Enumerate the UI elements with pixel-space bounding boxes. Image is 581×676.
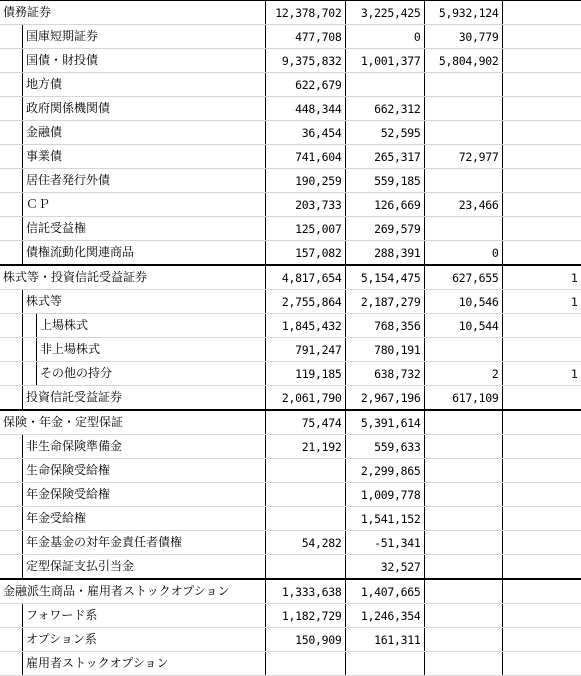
row-label: 株式等・投資信託受益証券 [3, 270, 148, 284]
value-cell-c[interactable]: 5,932,124 [424, 1, 502, 25]
value-cell-c[interactable] [424, 121, 502, 145]
table-row [0, 652, 581, 676]
row-label-cell[interactable] [0, 265, 265, 290]
table-row [0, 459, 581, 483]
value-cell-c[interactable]: 617,109 [424, 386, 502, 411]
row-label: フォワード系 [22, 604, 265, 627]
row-label: 上場株式 [36, 314, 265, 337]
value-cell-a[interactable]: 448,344 [265, 97, 345, 121]
table-row [0, 410, 581, 435]
row-label-cell[interactable] [0, 314, 265, 338]
value-cell-b[interactable]: 5,391,614 [345, 410, 424, 435]
row-label-cell[interactable] [0, 338, 265, 362]
value-cell-a[interactable] [265, 459, 345, 483]
value-cell-c[interactable]: 30,779 [424, 25, 502, 49]
row-label: 年金基金の対年金責任者債権 [22, 531, 265, 554]
value-cell-b[interactable]: 780,191 [345, 338, 424, 362]
row-label-cell[interactable] [0, 49, 265, 73]
value-cell-c[interactable] [424, 338, 502, 362]
value-cell-a[interactable]: 741,604 [265, 145, 345, 169]
value-cell-c[interactable] [424, 97, 502, 121]
table-row [0, 265, 581, 290]
value-cell-c[interactable] [424, 579, 502, 604]
row-label: 居住者発行外債 [22, 169, 265, 192]
row-label-cell[interactable] [0, 652, 265, 676]
value-cell-b[interactable]: 126,669 [345, 193, 424, 217]
value-cell-b[interactable]: 52,595 [345, 121, 424, 145]
value-cell-d[interactable] [502, 628, 581, 652]
value-cell-c[interactable]: 23,466 [424, 193, 502, 217]
value-cell-c[interactable]: 0 [424, 241, 502, 266]
value-cell-a[interactable]: 157,082 [265, 241, 345, 266]
value-cell-c[interactable]: 5,804,902 [424, 49, 502, 73]
row-label: オプション系 [22, 628, 265, 651]
row-label-cell[interactable] [0, 435, 265, 459]
table-row [0, 169, 581, 193]
table-row [0, 193, 581, 217]
value-cell-d[interactable]: 1 [502, 290, 581, 314]
value-cell-a[interactable]: 2,755,864 [265, 290, 345, 314]
value-cell-b[interactable]: 2,299,865 [345, 459, 424, 483]
value-cell-a[interactable]: 1,333,638 [265, 579, 345, 604]
value-cell-c[interactable] [424, 555, 502, 580]
value-cell-d[interactable] [502, 1, 581, 25]
row-label-cell[interactable] [0, 604, 265, 628]
value-cell-b[interactable]: 265,317 [345, 145, 424, 169]
value-cell-b[interactable]: 638,732 [345, 362, 424, 386]
table-row [0, 483, 581, 507]
value-cell-a[interactable]: 150,909 [265, 628, 345, 652]
value-cell-a[interactable] [265, 483, 345, 507]
value-cell-d[interactable] [502, 483, 581, 507]
table-row [0, 628, 581, 652]
table-row [0, 362, 581, 386]
table-row [0, 121, 581, 145]
value-cell-d[interactable] [502, 73, 581, 97]
value-cell-b[interactable]: 288,391 [345, 241, 424, 266]
value-cell-c[interactable] [424, 169, 502, 193]
row-label: 事業債 [22, 145, 265, 168]
table-row [0, 241, 581, 266]
value-cell-d[interactable] [502, 25, 581, 49]
value-cell-d[interactable] [502, 49, 581, 73]
table-row [0, 73, 581, 97]
row-label: 投資信託受益証券 [22, 386, 265, 409]
value-cell-d[interactable] [502, 410, 581, 435]
table-row [0, 1, 581, 25]
table-row [0, 314, 581, 338]
row-label: 非上場株式 [36, 338, 265, 361]
value-cell-a[interactable]: 36,454 [265, 121, 345, 145]
row-label-cell[interactable] [0, 1, 265, 25]
value-cell-d[interactable] [502, 435, 581, 459]
value-cell-b[interactable]: 1,009,778 [345, 483, 424, 507]
row-label-cell[interactable] [0, 555, 265, 580]
value-cell-b[interactable]: 559,633 [345, 435, 424, 459]
value-cell-b[interactable]: 559,185 [345, 169, 424, 193]
row-label-cell[interactable] [0, 507, 265, 531]
row-label-cell[interactable] [0, 25, 265, 49]
value-cell-b[interactable]: 0 [345, 25, 424, 49]
table-row [0, 145, 581, 169]
row-label: 株式等 [22, 290, 265, 313]
row-label-cell[interactable] [0, 97, 265, 121]
table-row [0, 555, 581, 580]
value-cell-a[interactable]: 203,733 [265, 193, 345, 217]
row-label-cell[interactable] [0, 217, 265, 241]
value-cell-b[interactable]: 1,246,354 [345, 604, 424, 628]
value-cell-b[interactable]: -51,341 [345, 531, 424, 555]
value-cell-b[interactable]: 2,187,279 [345, 290, 424, 314]
row-label: 地方債 [22, 73, 265, 96]
value-cell-c[interactable] [424, 507, 502, 531]
value-cell-a[interactable]: 75,474 [265, 410, 345, 435]
value-cell-b[interactable]: 1,001,377 [345, 49, 424, 73]
value-cell-d[interactable] [502, 652, 581, 676]
row-label: 保険・年金・定型保証 [3, 415, 124, 429]
row-label: 雇用者ストックオプション [22, 652, 265, 675]
value-cell-a[interactable] [265, 507, 345, 531]
value-cell-b[interactable]: 161,311 [345, 628, 424, 652]
value-cell-a[interactable]: 1,845,432 [265, 314, 345, 338]
row-label: 政府関係機関債 [22, 97, 265, 120]
value-cell-a[interactable]: 622,679 [265, 73, 345, 97]
value-cell-a[interactable] [265, 652, 345, 676]
value-cell-c[interactable]: 10,544 [424, 314, 502, 338]
row-label-cell[interactable] [0, 628, 265, 652]
value-cell-a[interactable]: 4,817,654 [265, 265, 345, 290]
value-cell-c[interactable]: 2 [424, 362, 502, 386]
row-label-cell[interactable] [0, 410, 265, 435]
row-label: 国庫短期証券 [22, 25, 265, 48]
table-row [0, 604, 581, 628]
value-cell-a[interactable]: 1,182,729 [265, 604, 345, 628]
table-row [0, 435, 581, 459]
row-label: 国債・財投債 [22, 49, 265, 72]
row-label-cell[interactable] [0, 362, 265, 386]
value-cell-a[interactable]: 21,192 [265, 435, 345, 459]
value-cell-a[interactable]: 477,708 [265, 25, 345, 49]
table-row [0, 579, 581, 604]
value-cell-b[interactable]: 5,154,475 [345, 265, 424, 290]
row-label-cell[interactable] [0, 121, 265, 145]
value-cell-b[interactable] [345, 73, 424, 97]
value-cell-b[interactable] [345, 652, 424, 676]
value-cell-d[interactable] [502, 314, 581, 338]
row-label-cell[interactable] [0, 386, 265, 411]
row-label-cell[interactable] [0, 483, 265, 507]
row-label: 定型保証支払引当金 [22, 555, 265, 578]
value-cell-d[interactable]: 1 [502, 265, 581, 290]
table-row [0, 338, 581, 362]
value-cell-c[interactable] [424, 483, 502, 507]
row-label: 年金受給権 [22, 507, 265, 530]
value-cell-c[interactable] [424, 459, 502, 483]
value-cell-d[interactable] [502, 531, 581, 555]
value-cell-d[interactable] [502, 579, 581, 604]
value-cell-c[interactable]: 627,655 [424, 265, 502, 290]
table-row [0, 290, 581, 314]
value-cell-a[interactable]: 791,247 [265, 338, 345, 362]
table-row [0, 25, 581, 49]
table-row [0, 507, 581, 531]
value-cell-b[interactable]: 662,312 [345, 97, 424, 121]
value-cell-d[interactable] [502, 338, 581, 362]
value-cell-c[interactable] [424, 435, 502, 459]
value-cell-c[interactable]: 10,546 [424, 290, 502, 314]
value-cell-a[interactable]: 125,007 [265, 217, 345, 241]
value-cell-d[interactable] [502, 217, 581, 241]
value-cell-b[interactable]: 2,967,196 [345, 386, 424, 411]
row-label: ＣＰ [22, 193, 265, 216]
value-cell-d[interactable] [502, 97, 581, 121]
row-label: 債務証券 [3, 5, 52, 19]
value-cell-a[interactable]: 190,259 [265, 169, 345, 193]
value-cell-a[interactable]: 9,375,832 [265, 49, 345, 73]
row-label-cell[interactable] [0, 193, 265, 217]
value-cell-d[interactable] [502, 241, 581, 266]
row-label-cell[interactable] [0, 241, 265, 266]
table-body [0, 1, 581, 676]
value-cell-c[interactable] [424, 410, 502, 435]
value-cell-d[interactable] [502, 121, 581, 145]
row-label-cell[interactable] [0, 531, 265, 555]
table-row [0, 531, 581, 555]
value-cell-c[interactable] [424, 531, 502, 555]
value-cell-d[interactable] [502, 459, 581, 483]
value-cell-c[interactable] [424, 604, 502, 628]
value-cell-d[interactable] [502, 169, 581, 193]
row-label: その他の持分 [36, 362, 265, 385]
table-row [0, 49, 581, 73]
value-cell-d[interactable] [502, 555, 581, 580]
row-label: 金融派生商品・雇用者ストックオプション [3, 584, 230, 598]
value-cell-c[interactable] [424, 217, 502, 241]
table-row [0, 217, 581, 241]
row-label: 非生命保険準備金 [22, 435, 265, 458]
value-cell-d[interactable] [502, 604, 581, 628]
value-cell-c[interactable] [424, 652, 502, 676]
row-label-cell[interactable] [0, 290, 265, 314]
row-label: 年金保険受給権 [22, 483, 265, 506]
value-cell-b[interactable]: 1,407,665 [345, 579, 424, 604]
value-cell-d[interactable]: 1 [502, 362, 581, 386]
value-cell-d[interactable] [502, 386, 581, 411]
value-cell-b[interactable]: 32,527 [345, 555, 424, 580]
row-label: 金融債 [22, 121, 265, 144]
value-cell-c[interactable]: 72,977 [424, 145, 502, 169]
value-cell-b[interactable]: 768,356 [345, 314, 424, 338]
value-cell-a[interactable]: 119,185 [265, 362, 345, 386]
value-cell-c[interactable] [424, 73, 502, 97]
value-cell-a[interactable]: 2,061,790 [265, 386, 345, 411]
value-cell-a[interactable] [265, 555, 345, 580]
value-cell-a[interactable]: 12,378,702 [265, 1, 345, 25]
value-cell-c[interactable] [424, 628, 502, 652]
row-label: 生命保険受給権 [22, 459, 265, 482]
row-label: 債権流動化関連商品 [22, 241, 265, 264]
row-label-cell[interactable] [0, 145, 265, 169]
row-label: 信託受益権 [22, 217, 265, 240]
row-label-cell[interactable] [0, 459, 265, 483]
row-label-cell[interactable] [0, 73, 265, 97]
value-cell-d[interactable] [502, 193, 581, 217]
row-label-cell[interactable] [0, 169, 265, 193]
table-row [0, 386, 581, 411]
value-cell-b[interactable]: 3,225,425 [345, 1, 424, 25]
value-cell-b[interactable]: 269,579 [345, 217, 424, 241]
value-cell-d[interactable] [502, 507, 581, 531]
table-row [0, 97, 581, 121]
value-cell-d[interactable] [502, 145, 581, 169]
value-cell-a[interactable]: 54,282 [265, 531, 345, 555]
row-label-cell[interactable] [0, 579, 265, 604]
value-cell-b[interactable]: 1,541,152 [345, 507, 424, 531]
